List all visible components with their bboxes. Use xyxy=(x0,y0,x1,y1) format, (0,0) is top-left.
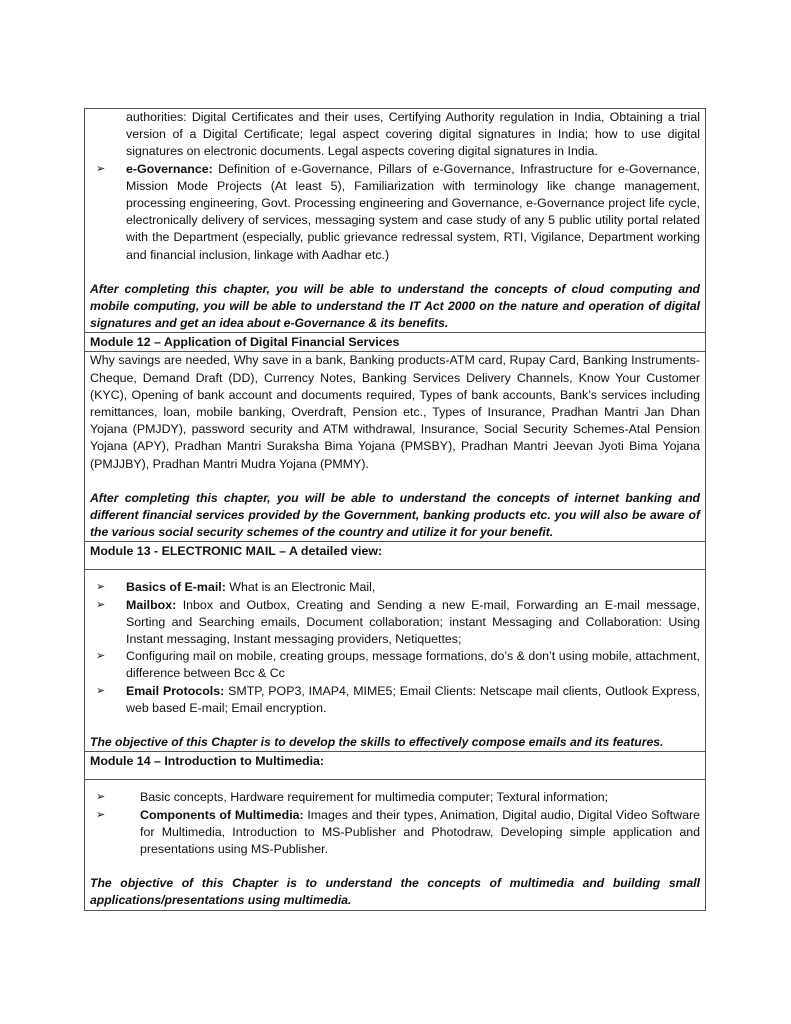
module-14-header-row xyxy=(85,752,705,780)
module-14-item xyxy=(90,807,700,859)
arrow-bullet-icon: ➢ xyxy=(96,581,106,594)
module-14-title: Module 14 – Introduction to Multimedia: xyxy=(90,754,325,769)
section-previous-module xyxy=(85,109,705,333)
module-13-outcome: The objective of this Chapter is to develop the skills to effectively compose emails and its features. xyxy=(90,735,664,750)
arrow-bullet-icon: ➢ xyxy=(96,684,106,697)
spacer xyxy=(90,473,700,490)
arrow-bullet-icon: ➢ xyxy=(96,650,106,663)
item-text: What is an Electronic Mail, xyxy=(225,580,376,595)
egov-title: e-Governance: xyxy=(126,161,213,176)
module-12-body-row xyxy=(85,352,705,542)
bullet-egovernance xyxy=(90,161,700,264)
module-13-body-row xyxy=(85,570,705,752)
arrow-bullet-icon: ➢ xyxy=(96,162,106,175)
item-text: SMTP, POP3, IMAP4, MIME5; Email Clients: Netscape mail clients, Outlook Express, web based E-mail; Email encryption. xyxy=(126,683,700,715)
item-text: Images and their types, Animation, Digital audio, Digital Video Software for Multimedia, Introduction to MS-Publisher and Photodraw, Developing simple application and presentations using MS-Publisher. xyxy=(140,807,700,856)
module-12-outcome: After completing this chapter, you will be able to understand the concepts of internet banking and different financial services provided by the Government, banking products etc. you will also be aware of the various social security schemes of the country and utilize it for your benefit. xyxy=(90,490,700,540)
egov-text: Definition of e-Governance, Pillars of e-Governance, Infrastructure for e-Governance, Mission Mode Projects (At least 5), Familiarization with terminology like change management, processing engineering, Govt. Processing engineering and Governance, e-Governance project life cycle, electronically delivery of services, messaging system and case study of any 5 public utility portal related with the Department (especially, public grievance redressal system, RTI, Vigilance, Department working and financial inclusion, linkage with Aadhar etc.) xyxy=(126,161,700,262)
arrow-bullet-icon: ➢ xyxy=(96,598,106,611)
spacer xyxy=(90,770,700,779)
spacer xyxy=(90,858,700,875)
module-13-title: Module 13 - ELECTRONIC MAIL – A detailed view: xyxy=(90,544,383,559)
module-14-outcome: The objective of this Chapter is to understand the concepts of multimedia and building small applications/presentations using multimedia. xyxy=(90,876,700,908)
module-12-title: Module 12 – Application of Digital Financial Services xyxy=(90,335,400,350)
item-text: Configuring mail on mobile, creating groups, message formations, do’s & don’t using mobile, attachment, difference between Bcc & Cc xyxy=(126,649,700,681)
module-12-header-row xyxy=(85,333,705,352)
item-text: Inbox and Outbox, Creating and Sending a new E-mail, Forwarding an E-mail message, Sorting and Searching emails, Document collaboration; instant Messaging and Collaboration: Using Instant messaging, Instant messaging providers, Netiquettes; xyxy=(126,597,700,647)
module-14-body-row xyxy=(85,780,705,909)
continuation-text: authorities: Digital Certificates and their uses, Certifying Authority regulation in India, Obtaining a trial version of a Digital Certificate; legal aspect covering digital signatures in India; how to use digital signatures on electronic documents. Legal aspects covering digital signatures in India. xyxy=(126,110,700,159)
arrow-bullet-icon: ➢ xyxy=(96,808,106,821)
item-text: Basic concepts, Hardware requirement for multimedia computer; Textural information; xyxy=(140,790,609,805)
spacer xyxy=(90,570,700,579)
outcome-text: After completing this chapter, you will be able to understand the concepts of cloud computing and mobile computing, you will be able to understand the IT Act 2000 on the nature and operation of digital signatures and get an idea about e-Governance & its benefits. xyxy=(90,281,700,331)
module-13-item xyxy=(90,648,700,682)
spacer xyxy=(90,717,700,734)
module-13-item xyxy=(90,579,700,596)
spacer xyxy=(90,560,700,569)
module-13-item xyxy=(90,597,700,649)
syllabus-table xyxy=(84,108,706,911)
module-13-item xyxy=(90,683,700,717)
module-14-item xyxy=(90,789,700,806)
module-13-header-row xyxy=(85,542,705,570)
spacer xyxy=(90,780,700,789)
spacer xyxy=(90,264,700,281)
item-lead: Components of Multimedia: xyxy=(140,807,304,822)
item-lead: Basics of E-mail: xyxy=(126,580,226,595)
item-lead: Email Protocols: xyxy=(126,683,225,698)
item-lead: Mailbox: xyxy=(126,597,177,612)
module-12-body: Why savings are needed, Why save in a bank, Banking products-ATM card, Rupay Card, Banking Instruments-Cheque, Demand Draft (DD), Currency Notes, Banking Services Delivery Channels, Know Your Customer (KYC), Opening of bank account and documents required, Types of bank accounts, Bank’s services including remittances, loan, mobile banking, Overdraft, Pension etc., Types of Insurance, Pradhan Mantri Jan Dhan Yojana (PMJDY), password security and ATM withdrawal, Insurance, Social Security Schemes-Atal Pension Yojana (APY), Pradhan Mantri Suraksha Bima Yojana (PMSBY), Pradhan Mantri Jeevan Jyoti Bima Yojana (PMJJBY), Pradhan Mantri Mudra Yojana (PMMY). xyxy=(90,353,700,471)
arrow-bullet-icon: ➢ xyxy=(96,791,106,804)
